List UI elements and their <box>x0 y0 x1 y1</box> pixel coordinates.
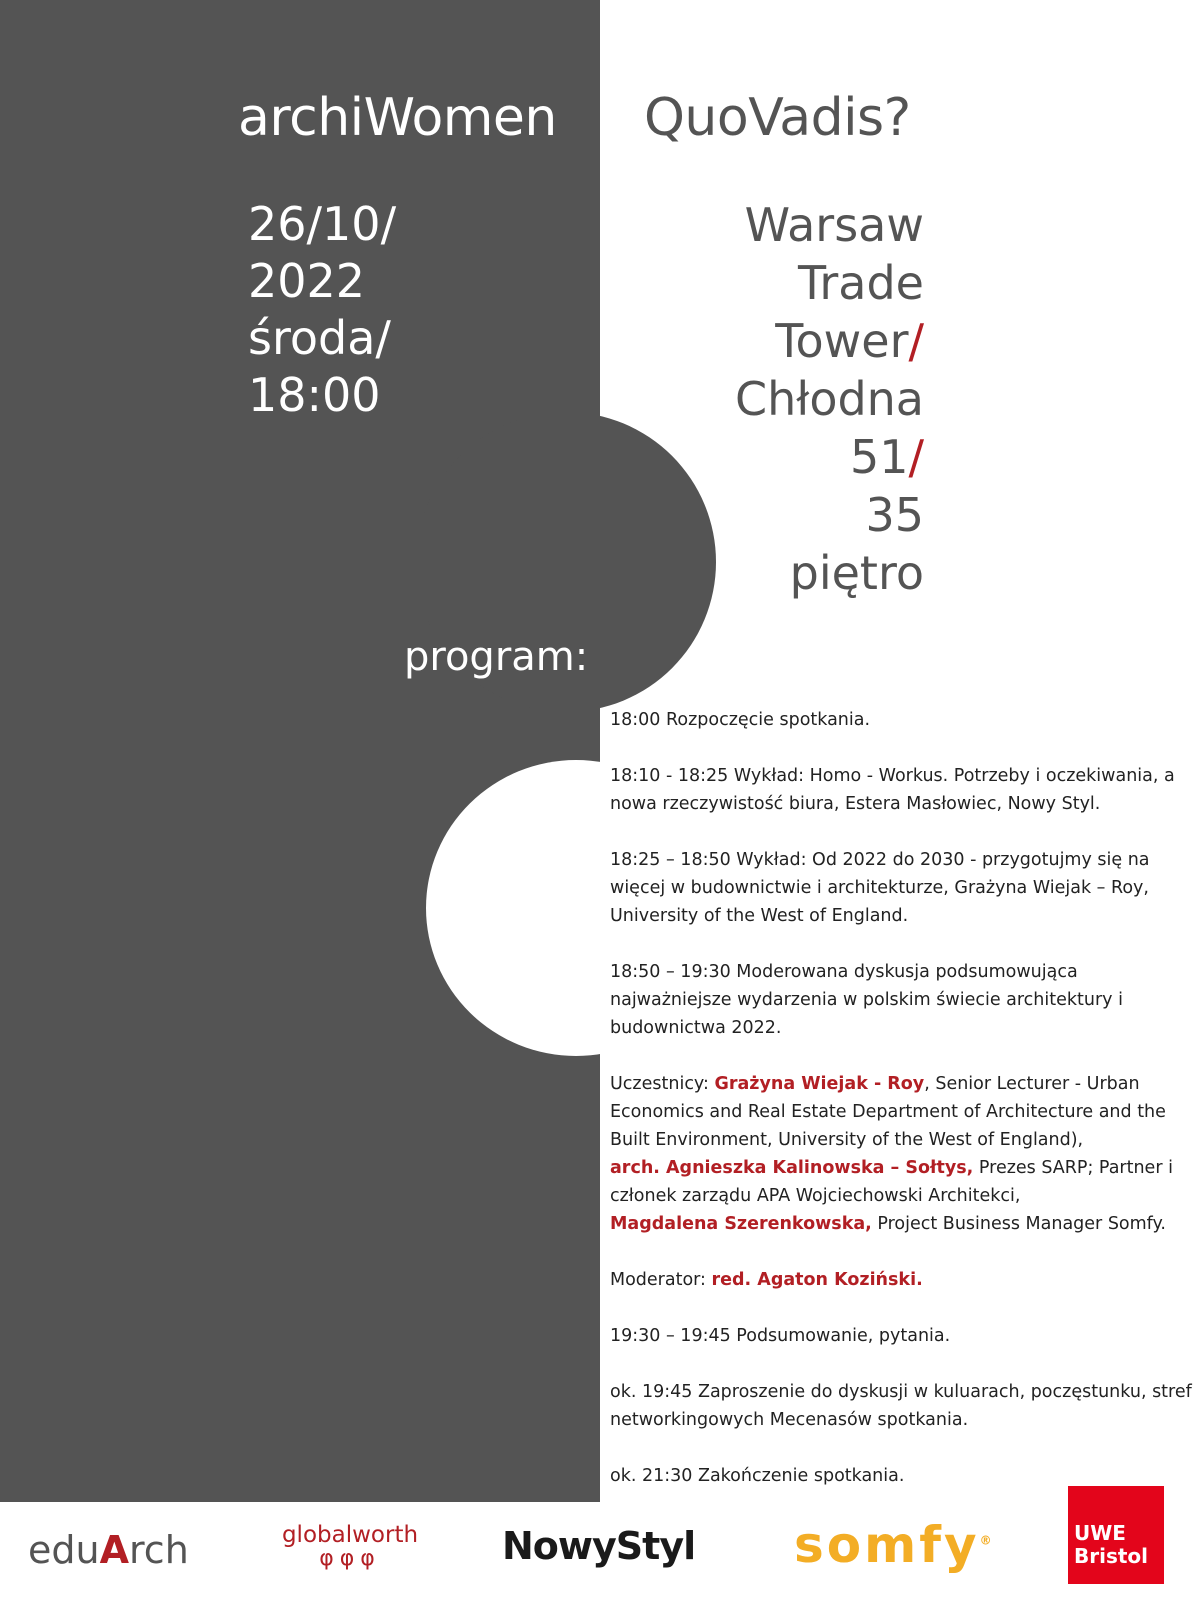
date-line: środa/ <box>248 311 391 365</box>
event-location-block <box>640 196 924 602</box>
participants-item <box>610 1070 1200 1238</box>
date-line: 2022 <box>248 254 366 308</box>
moderator-intro: Moderator: <box>610 1270 712 1290</box>
globalworth-logo <box>270 1522 430 1570</box>
moderator-item <box>610 1266 1200 1294</box>
eduarch-text: rch <box>129 1528 189 1572</box>
event-date-block <box>248 196 508 424</box>
globalworth-text: globalworth <box>281 1522 419 1548</box>
program-item: ok. 19:45 Zaproszenie do dyskusji w kuluarach, poczęstunku, stref networkingowych Mecenasów spotkania. <box>610 1382 1192 1430</box>
participant-name: arch. Agnieszka Kalinowska – Sołtys, <box>610 1158 974 1178</box>
registered-mark: ® <box>979 1533 992 1548</box>
somfy-text: somfy <box>794 1516 980 1574</box>
somfy-logo <box>794 1516 992 1574</box>
program-label: program: <box>404 634 589 680</box>
location-line <box>640 312 924 370</box>
location-line: Warsaw <box>744 198 924 252</box>
eduarch-a: A <box>99 1528 130 1572</box>
program-item: ok. 21:30 Zakończenie spotkania. <box>610 1466 905 1486</box>
moderator-name: red. Agaton Koziński. <box>711 1270 923 1290</box>
title-quovadis: QuoVadis? <box>644 88 911 148</box>
red-slash: / <box>908 430 924 484</box>
program-list <box>610 706 1200 1518</box>
location-line: Chłodna <box>734 372 924 426</box>
participants-intro: Uczestnicy: <box>610 1074 715 1094</box>
title-archiwomen: archiWomen <box>238 88 557 148</box>
bristol-text: Bristol <box>1074 1544 1149 1568</box>
location-line: 35 <box>865 488 924 542</box>
date-line: 18:00 <box>248 368 381 422</box>
location-line <box>640 428 924 486</box>
nowystyl-logo: NowyStyl <box>502 1524 696 1568</box>
participant-desc: Prezes SARP; Partner i członek zarządu APA Wojciechowski Architekci, <box>610 1158 1173 1206</box>
uwe-bristol-logo <box>1068 1486 1164 1584</box>
globalworth-mark-icon: φφφ <box>319 1546 381 1571</box>
sponsor-logos-bar <box>0 1502 1200 1600</box>
participant-name: Magdalena Szerenkowska, <box>610 1214 872 1234</box>
program-item: 18:50 – 19:30 Moderowana dyskusja podsumowująca najważniejsze wydarzenia w polskim świecie architektury i budownictwa 2022. <box>610 962 1123 1038</box>
date-line: 26/10/ <box>248 197 397 251</box>
participant-name: Grażyna Wiejak - Roy <box>714 1074 925 1094</box>
red-slash: / <box>908 314 924 368</box>
program-item: 19:30 – 19:45 Podsumowanie, pytania. <box>610 1326 951 1346</box>
eduarch-text: edu <box>28 1528 100 1572</box>
participant-desc: , Senior Lecturer - Urban Economics and Real Estate Department of Architecture and the Built Environment, University of the West of England), <box>610 1074 1166 1150</box>
participant-desc: Project Business Manager Somfy. <box>871 1214 1166 1234</box>
program-item: 18:10 - 18:25 Wykład: Homo - Workus. Potrzeby i oczekiwania, a nowa rzeczywistość biura, Estera Masłowiec, Nowy Styl. <box>610 766 1175 814</box>
uwe-text: UWE <box>1074 1521 1126 1545</box>
eduarch-logo <box>28 1528 189 1572</box>
program-item: 18:00 Rozpoczęcie spotkania. <box>610 710 871 730</box>
location-line: piętro <box>789 546 924 600</box>
program-item: 18:25 – 18:50 Wykład: Od 2022 do 2030 - przygotujmy się na więcej w budownictwie i architekturze, Grażyna Wiejak – Roy, University of the West of England. <box>610 850 1150 926</box>
location-text: Tower <box>775 314 909 368</box>
location-line: Trade <box>798 256 924 310</box>
location-text: 51 <box>849 430 909 484</box>
